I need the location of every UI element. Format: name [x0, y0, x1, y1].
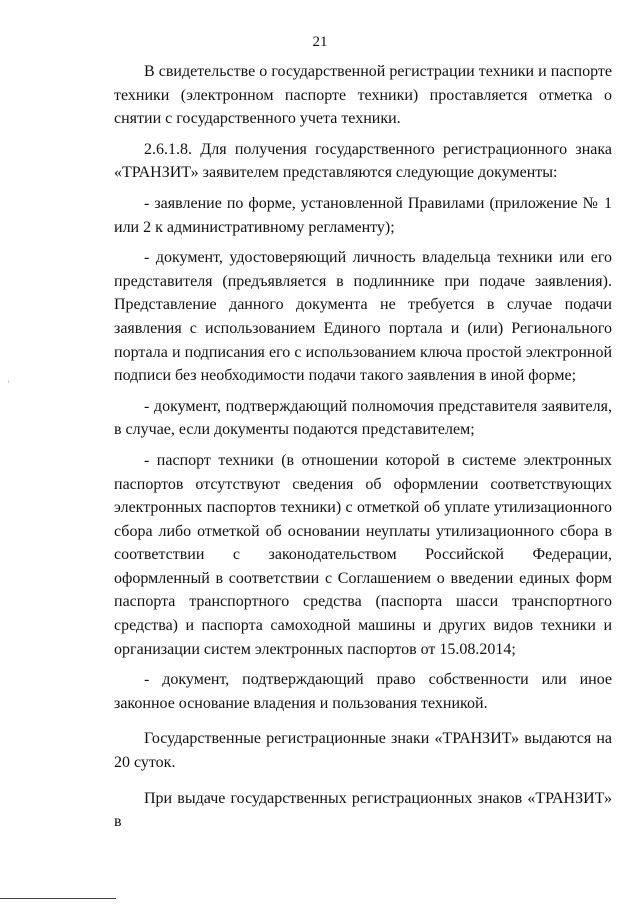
list-item-power-of-attorney: - документ, подтверждающий полномочия представителя заявителя, в случае, если документы подаются представителем;	[114, 397, 612, 439]
list-item-ownership-document: - документ, подтверждающий право собственности или иное законное основание владения и пользования техникой.	[114, 671, 612, 712]
footnote-divider	[0, 898, 116, 899]
paragraph-registration-mark: В свидетельстве о государственной регистрации техники и паспорте техники (электронном паспорте техники) проставляется отметка о снятии с государственного учета техники.	[114, 63, 612, 128]
paragraph-transit-issuance: При выдаче государственных регистрационных знаков «ТРАНЗИТ» в	[114, 789, 612, 831]
list-item-identity-document: - документ, удостоверяющий личность владельца техники или его представителя (предъявляется в подлиннике при подаче заявления). Представление данного документа не требуется в случае подачи заявления с использованием Единого портала и (или) Регионального портала и подписания его с использованием ключа простой электронной подписи без необходимости подачи такого заявления в иной форме;	[114, 249, 612, 385]
scan-artifact	[8, 380, 9, 383]
list-item-vehicle-passport: - паспорт техники (в отношении которой в системе электронных паспортов отсутствуют сведения об оформлении соответствующих электронных паспортов техники) с отметкой об уплате утилизационного сбора либо отметкой об основании неуплаты утилизационного сбора в соответствии с законодательством Российской Федерации, оформленный в соответствии с Соглашением о введении единых форм паспорта транспортного средства (паспорта шасси транспортного средства) и паспорта самоходной машины и других видов техники и организации систем электронных паспортов от 15.08.2014;	[114, 451, 612, 658]
paragraph-transit-validity: Государственные регистрационные знаки «ТРАНЗИТ» выдаются на 20 суток.	[114, 730, 612, 772]
page-number: 21	[312, 34, 328, 50]
document-body	[114, 60, 612, 834]
paragraph-transit-documents-intro: 2.6.1.8. Для получения государственного регистрационного знака «ТРАНЗИТ» заявителем представляются следующие документы:	[114, 140, 612, 182]
list-item-application-form: - заявление по форме, установленной Правилами (приложение № 1 или 2 к административному регламенту);	[114, 194, 612, 236]
